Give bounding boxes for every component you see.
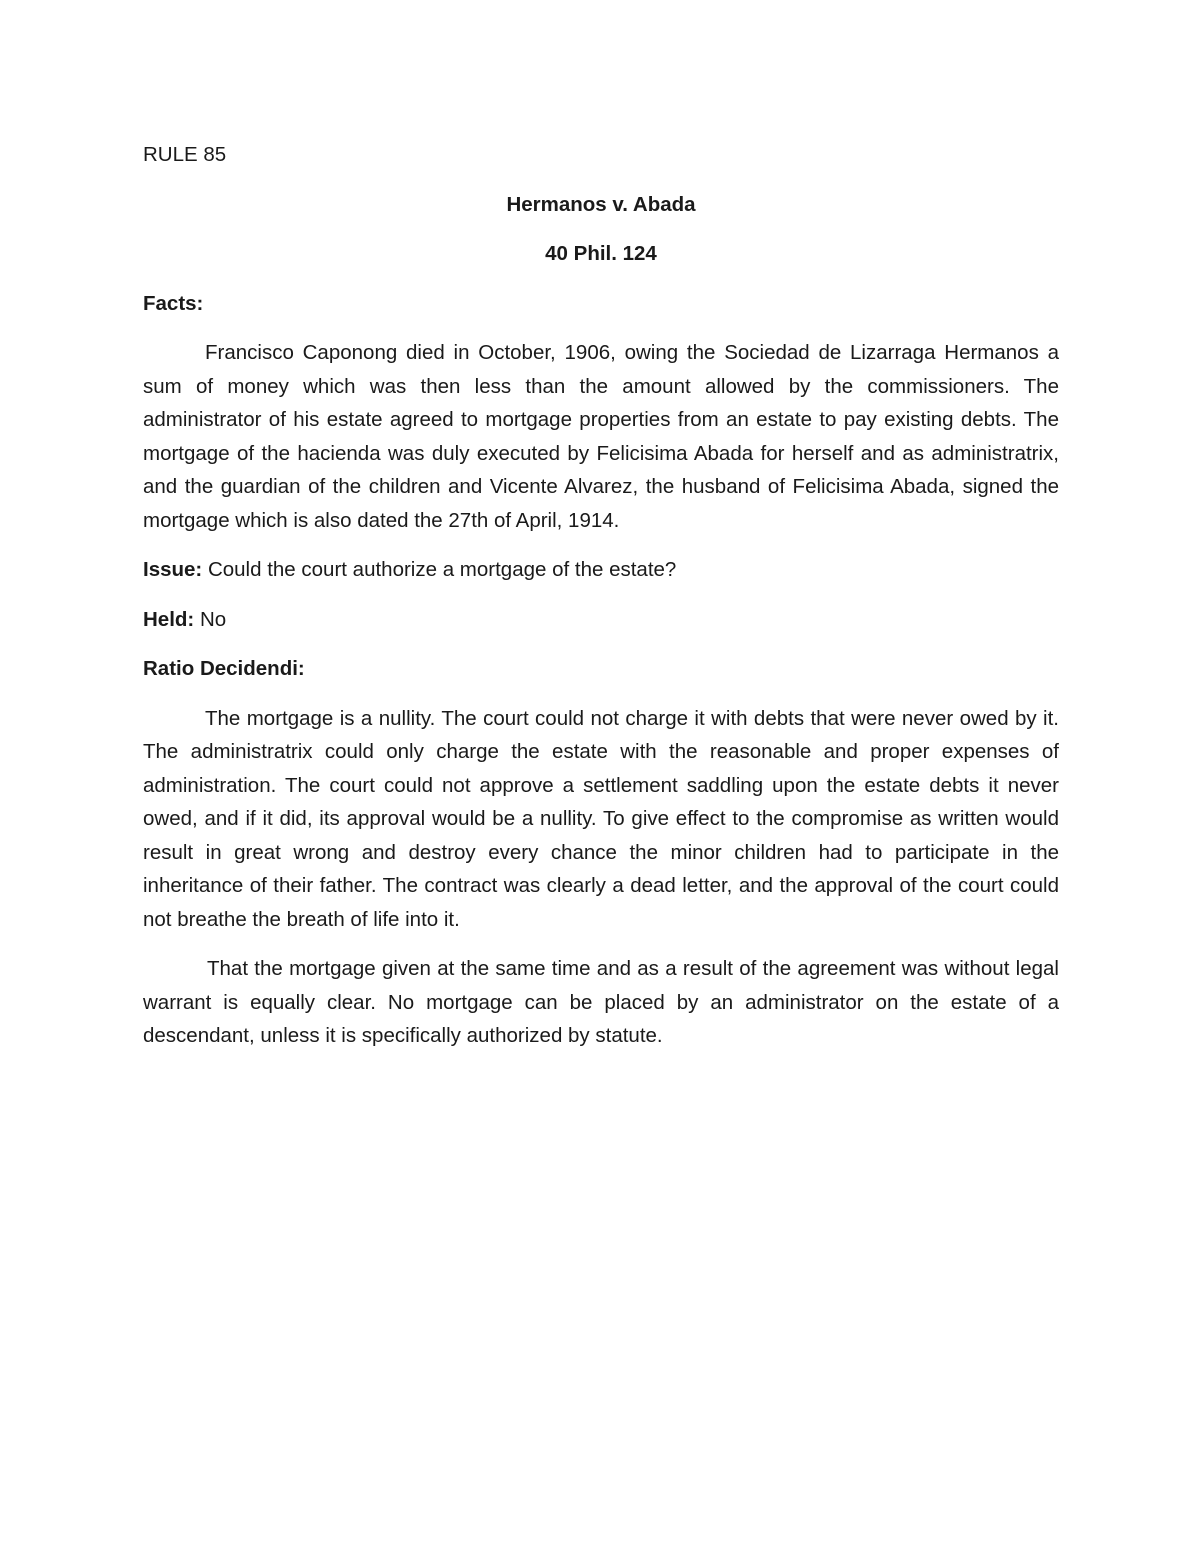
rule-heading: RULE 85 <box>143 143 227 166</box>
issue-line <box>143 553 1059 587</box>
document-body <box>143 138 1059 1069</box>
ratio-paragraph-2 <box>143 952 1059 1053</box>
facts-label: Facts: <box>143 291 204 315</box>
issue-label: Issue: <box>143 558 203 581</box>
ratio-label: Ratio Decidendi: <box>143 657 305 680</box>
held-text: No <box>199 607 227 631</box>
facts-heading <box>143 287 1059 321</box>
case-title: Hermanos v. Abada <box>506 192 696 216</box>
facts-text: Francisco Caponong died in October, 1906, owing the Sociedad de Lizarraga Hermanos a sum of money which was then less than the amount allowed by the commissioners. The administrator of his estate agreed to mortgage properties from an estate to pay existing debts. The mortgage of the hacienda was duly executed by Felicisima Abada for herself and as administratrix, and the guardian of the children and Vicente Alvarez, the husband of Felicisima Abada, signed the mortgage which is also dated the 27th of April, 1914. <box>143 341 1059 532</box>
case-citation: 40 Phil. 124 <box>545 242 657 265</box>
facts-paragraph <box>143 336 1059 537</box>
held-label: Held: <box>143 607 195 631</box>
held-line <box>143 603 1059 637</box>
ratio-heading <box>143 652 1059 686</box>
ratio-text-1: The mortgage is a nullity. The court could not charge it with debts that were never owed by it. The administratrix could only charge the estate with the reasonable and proper expenses of administration. The court could not approve a settlement saddling upon the estate debts it never owed, and if it did, its approval would be a nullity. To give effect to the compromise as written would result in great wrong and destroy every chance the minor children had to participate in the inheritance of their father. The contract was clearly a dead letter, and the approval of the court could not breathe the breath of life into it. <box>143 706 1059 931</box>
ratio-paragraph-1 <box>143 702 1059 937</box>
ratio-text-2: That the mortgage given at the same time and as a result of the agreement was without legal warrant is equally clear. No mortgage can be placed by an administrator on the estate of a descendant, unless it is specifically authorized by statute. <box>143 957 1059 1047</box>
issue-text: Could the court authorize a mortgage of the estate? <box>207 558 677 581</box>
